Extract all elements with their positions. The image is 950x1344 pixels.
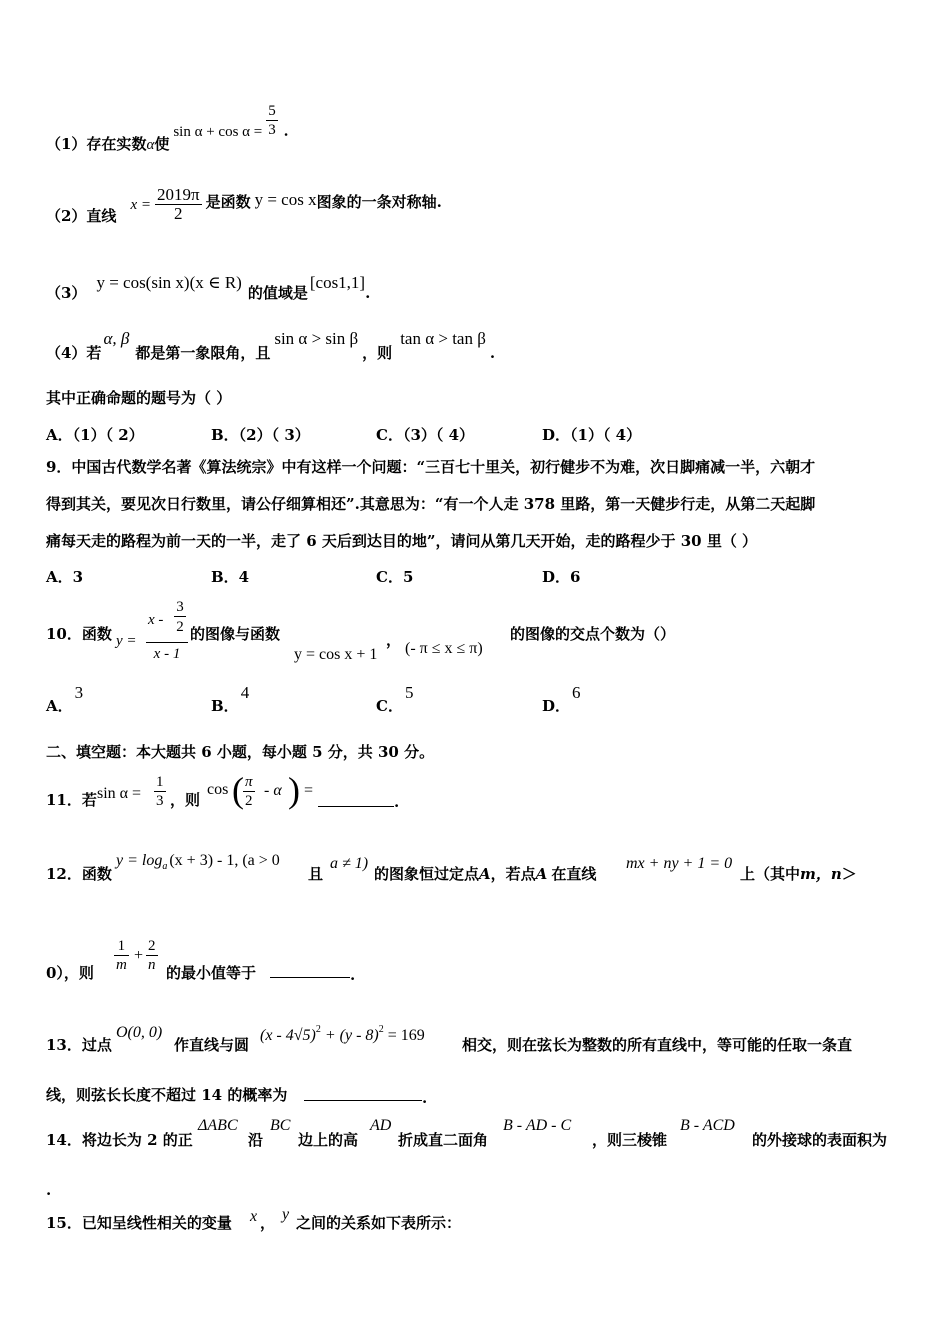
q12-func-expr [116, 852, 280, 872]
q13-circle-part1: (x - 4√5) [260, 1027, 316, 1044]
q10-label: 10．函数 [46, 625, 112, 643]
frac-num: 1 [114, 937, 129, 956]
q12-cond2: a ≠ 1) [330, 855, 369, 872]
opt-letter: C． [376, 697, 403, 715]
q14-mid2: 折成直二面角 [398, 1131, 489, 1149]
q8-s2-func: y = cos x [254, 189, 317, 209]
q14-ad: AD [370, 1117, 392, 1134]
alpha-symbol: α [146, 136, 155, 153]
q14-dot: . [46, 1181, 52, 1199]
q12-end: 上（其中 [740, 865, 801, 883]
q9-line-1: 9．中国古代数学名著《算法统宗》中有这样一个问题：“三百七十里关，初行健步不为难，次日脚痛减一半，六朝才 [46, 458, 816, 476]
q8-s2-end: 图象的一条对称轴. [316, 192, 442, 211]
q8-statement-2 [46, 186, 442, 223]
q12-line2-end: 的最小值等于 [166, 964, 257, 982]
q12-frac-2 [146, 937, 158, 974]
q13-answer-blank[interactable] [304, 1086, 422, 1101]
q8-option-d[interactable]: D．（1）（ 4） [542, 426, 642, 444]
q8-s1-end: ． [283, 120, 299, 139]
q14-end: 的外接球的表面积为 [752, 1131, 888, 1149]
q8-s2-fraction [155, 186, 202, 223]
q8-option-c[interactable]: C．（3）（ 4） [376, 426, 475, 444]
q12-line: mx + ny + 1 = 0 [626, 855, 733, 872]
q13-period: . [422, 1089, 428, 1107]
q9-option-c[interactable]: C．5 [376, 568, 414, 586]
frac-num: 2019π [156, 185, 200, 204]
frac-num: 2 [148, 938, 156, 954]
q12-mid2: ，若点 [490, 865, 536, 883]
q12-mid-line [374, 864, 596, 884]
q12-mn: m，n [800, 865, 842, 883]
opt-letter: D． [542, 697, 571, 715]
q14-prefix: 14．将边长为 2 的正 [46, 1131, 193, 1149]
q9-option-b[interactable]: B．4 [211, 568, 250, 586]
q12-answer-blank[interactable] [270, 963, 350, 978]
q10-denominator: x - 1 [153, 646, 181, 662]
q11-paren-right: ) [288, 770, 300, 810]
q8-s1-mid: 使 [154, 134, 170, 153]
q8-s3-prefix: （3） [46, 284, 87, 302]
q10-numerator [146, 598, 188, 643]
opt-value: 3 [74, 683, 84, 702]
q11-mid: ，则 [170, 791, 201, 809]
q14-mid3: ，则三棱锥 [592, 1131, 668, 1149]
q13-line2: 线，则弦长长度不超过 14 的概率为 [46, 1086, 288, 1104]
q13-circle-part2: + (y - 8) [324, 1027, 379, 1044]
q15-end: 之间的关系如下表所示： [296, 1214, 462, 1232]
q8-option-a[interactable]: A．（1）（ 2） [46, 426, 144, 444]
opt-letter: A． [46, 697, 73, 715]
q11-cond-fraction [154, 773, 166, 810]
q11-answer-blank[interactable] [318, 792, 394, 807]
q12-line2-start: 0），则 [46, 964, 94, 982]
frac-num: π [245, 774, 253, 790]
q14-bc: BC [270, 1117, 291, 1134]
q8-s3-end: . [365, 284, 371, 302]
q8-option-b[interactable]: B．（2）（ 3） [211, 426, 310, 444]
q13-point: O(0, 0) [116, 1024, 163, 1041]
q13-circle-part3: = 169 [387, 1027, 425, 1044]
q8-statement-1 [46, 102, 299, 153]
q10-y-lhs: y = [116, 633, 137, 649]
q12-base: a [162, 861, 168, 872]
q12-point-a-2: A [535, 865, 548, 883]
q13-end: 相交，则在弦长为整数的所有直线中，等可能的任取一条直 [462, 1036, 853, 1054]
q10-mid: 的图像与函数 [190, 625, 281, 643]
opt-letter: B． [211, 697, 239, 715]
q15-y: y [282, 1206, 290, 1223]
q12-mid3: 在直线 [551, 865, 597, 883]
q10-comma: ， [386, 631, 402, 649]
q10-option-c[interactable] [376, 683, 414, 716]
q8-s4-vars: α, β [103, 329, 130, 348]
q9-line-3: 痛每天走的路程为前一天的一半，走了 6 天后到达目的地”，请问从第几天开始，走的路程少于 30 里（ ） [46, 532, 758, 550]
opt-value: 4 [240, 683, 250, 702]
q13-prefix: 13．过点 [46, 1036, 112, 1054]
q14-mid: 边上的高 [298, 1131, 359, 1149]
q8-s2-lhs: x = [130, 196, 151, 213]
q11-arg-fraction [243, 773, 255, 810]
q13-mid: 作直线与圆 [174, 1036, 250, 1054]
q12-func: y = log [116, 852, 163, 869]
q8-s3-mid: 的值域是 [247, 284, 308, 302]
q11-arg-rest: - α [264, 782, 282, 799]
q10-option-a[interactable] [46, 683, 84, 716]
q10-func2: y = cos x + 1 [294, 646, 378, 663]
q8-statement-4 [46, 329, 496, 362]
q12-gt: ＞ [841, 865, 857, 883]
q9-option-a[interactable]: A．3 [46, 568, 84, 586]
q8-s3-expr: y = cos(sin x)(x ∈ R) [96, 273, 242, 292]
q8-statement-3 [46, 273, 371, 302]
q8-s4-end: . [489, 344, 496, 362]
frac-num: 5 [268, 103, 276, 119]
q12-prefix: 12．函数 [46, 865, 112, 883]
q9-option-d[interactable]: D．6 [542, 568, 581, 586]
q8-s4-then: ，则 [362, 344, 393, 362]
frac-den: m [116, 957, 127, 973]
frac-den: 3 [268, 122, 276, 138]
q10-end: 的图像的交点个数为（） [510, 625, 676, 643]
q15-prefix: 15．已知呈线性相关的变量 [46, 1214, 232, 1232]
q8-s1-expr: sin α + cos α = [173, 123, 263, 140]
q11-paren-left: ( [232, 770, 244, 810]
q15-x: x [250, 1208, 258, 1225]
frac-num: 1 [156, 774, 164, 790]
frac-den: 3 [156, 793, 164, 809]
q8-s2-mid: 是函数 [205, 192, 251, 211]
frac-den: 2 [174, 204, 183, 223]
frac-den: 2 [245, 793, 253, 809]
q11-prefix: 11．若 [46, 791, 97, 809]
q11-cos: cos [207, 781, 229, 798]
q12-end-line [740, 864, 857, 884]
q10-inner-frac [174, 598, 186, 637]
q8-s4-prefix: （4）若 [46, 344, 102, 362]
q10-domain: (- π ≤ x ≤ π) [405, 640, 483, 657]
q13-sq2: 2 [378, 1024, 384, 1035]
q8-s4-concl: tan α > tan β [400, 329, 486, 348]
opt-value: 6 [572, 683, 581, 702]
q12-mid: 的图象恒过定点 [374, 865, 480, 883]
q11-end: . [394, 793, 400, 811]
q14-angle: B - AD - C [503, 1117, 572, 1134]
q10-fraction [146, 598, 188, 665]
q8-s4-mid: 都是第一象限角，且 [135, 344, 271, 362]
inner-den: 2 [176, 619, 184, 635]
q10-num-x: x - [148, 612, 164, 628]
q10-option-d[interactable] [542, 683, 581, 716]
q11-cond: sin α = [97, 785, 142, 802]
q13-sq: 2 [315, 1024, 321, 1035]
inner-num: 3 [174, 598, 186, 617]
q12-func-rest: (x + 3) - 1, (a > 0 [169, 852, 280, 869]
q12-point-a: A [479, 865, 491, 883]
q8-question [46, 388, 231, 408]
q8-s2-prefix: （2）直线 [46, 206, 117, 225]
q14-triangle: ΔABC [198, 1117, 238, 1134]
q11-eq: = [304, 782, 314, 799]
q14-along: 沿 [248, 1131, 264, 1149]
q10-option-b[interactable] [211, 683, 250, 716]
section-2-heading: 二、填空题：本大题共 6 小题，每小题 5 分，共 30 分。 [46, 743, 435, 761]
q15-comma: ， [260, 1214, 276, 1232]
q14-pyramid: B - ACD [680, 1117, 735, 1134]
q12-period: . [350, 966, 356, 984]
q9-line-2: 得到其关，要见次日行数里，请公仔细算相还”.其意思为：“有一个人走 378 里路，第一天健步行走，从第二天起脚 [46, 495, 816, 513]
opt-value: 5 [404, 683, 414, 702]
q8-s4-cond: sin α > sin β [274, 329, 359, 348]
q12-plus: + [134, 947, 144, 964]
frac-den: n [148, 957, 156, 973]
q8-s1-prefix: （1）存在实数 [46, 134, 147, 153]
q12-frac-1 [114, 937, 129, 974]
q8-s1-fraction [266, 102, 278, 139]
q12-and: 且 [308, 865, 324, 883]
q8-s3-range: [cos1,1] [309, 273, 366, 292]
q13-circle [260, 1024, 425, 1045]
q8-question-text: 其中正确命题的题号为（ ） [46, 389, 232, 407]
